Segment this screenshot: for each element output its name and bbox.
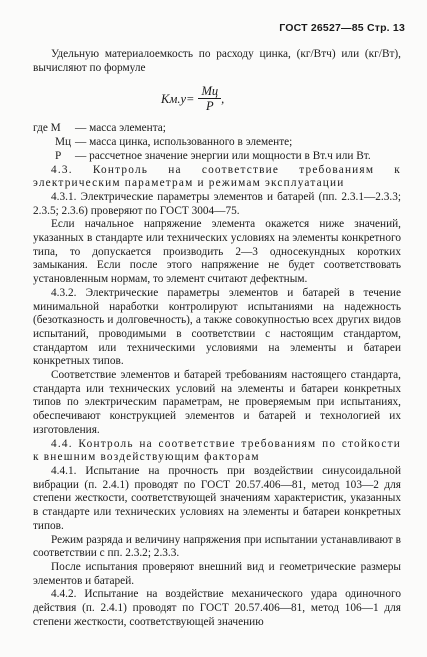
- definition-row: [33, 122, 401, 136]
- formula-numerator: Mц: [198, 84, 221, 99]
- formula-denominator: P: [205, 99, 214, 114]
- page-body: [33, 48, 401, 629]
- definition-text: — рассчетное значение энергии или мощности в Вт.ч или Вт.: [75, 149, 371, 162]
- formula: [33, 84, 401, 113]
- paragraph-4-4-1-after: После испытания проверяют внешний вид и геометрические размеры элементов и батарей.: [33, 560, 401, 587]
- paragraph-4-3-2-compliance: Соответствие элементов и батарей требованиям настоящего стандарта, стандарта или технических условий на элементы и батареи конкретных типов по электрическим параметрам, не проверяемым при испытаниях, обеспечивают конструкцией элементов и батарей и технологией их изготовления.: [33, 369, 401, 436]
- definition-symbol: Mц: [55, 136, 72, 149]
- definition-row: [33, 136, 401, 150]
- formula-lhs: Kм.у=: [161, 91, 195, 106]
- section-heading-4-4: 4.4. Контроль на соответствие требованиям по стойкости к внешним воздействующим факторам: [33, 437, 401, 464]
- running-header: ГОСТ 26527—85 Стр. 13: [279, 22, 405, 34]
- section-heading-4-3: 4.3. Контроль на соответствие требованиям к электрическим параметрам и режимам эксплуатации: [33, 163, 401, 190]
- formula-fraction: [198, 84, 221, 113]
- definition-symbol: P: [55, 149, 62, 162]
- intro-paragraph: Удельную материалоемкость по расходу цинка, (кг/Втч) или (кг/Вт), вычисляют по формуле: [33, 48, 401, 74]
- paragraph-4-3-2: 4.3.2. Электрические параметры элементов и батарей в течение минимальной наработки контролируют испытаниями на надежность (безотказность и долговечность), а также совокупностью всех других видов испытаний, проводимыми в соответствии с настоящим стандартом, стандартом или техническими условиями на элементы и батареи конкретных типов.: [33, 286, 401, 368]
- definition-row: [33, 150, 401, 164]
- paragraph-4-3-1-note: Если начальное напряжение элемента окажется ниже значений, указанных в стандарте или технических условиях на элементы конкретного типа, то допускается производить 2—3 односекундных коротких замыкания. Если после этого напряжение не будет соответствовать установленным нормам, то элемент считают дефектным.: [33, 218, 401, 286]
- paragraph-4-4-2: 4.4.2. Испытание на воздействие механического удара одиночного действия (п. 2.4.1) проводят по ГОСТ 20.57.406—81, метод 106—1 для степени жесткости, соответствующей значению: [33, 588, 401, 628]
- paragraph-4-3-1: 4.3.1. Электрические параметры элементов и батарей (пп. 2.3.1—2.3.3; 2.3.5; 2.3.6) проверяют по ГОСТ 3004—75.: [33, 190, 401, 217]
- definition-text: — масса цинка, использованного в элементе;: [75, 136, 293, 149]
- formula-trail: ,: [221, 91, 225, 106]
- paragraph-4-4-1: 4.4.1. Испытание на прочность при воздействии синусоидальной вибрации (п. 2.4.1) проводят по ГОСТ 20.57.406—81, метод 103—2 для степени жесткости, соответствующей значениям характеристик, указанных в стандарте или технических условиях на элементы и батареи конкретных типов.: [33, 464, 401, 532]
- paragraph-4-4-1-mode: Режим разряда и величину напряжения при испытании устанавливают в соответствии с пп. 2.3.2; 2.3.3.: [33, 533, 401, 560]
- definition-text: — масса элемента;: [75, 122, 166, 135]
- definitions-list: [33, 122, 401, 163]
- definition-symbol: где M: [33, 122, 61, 135]
